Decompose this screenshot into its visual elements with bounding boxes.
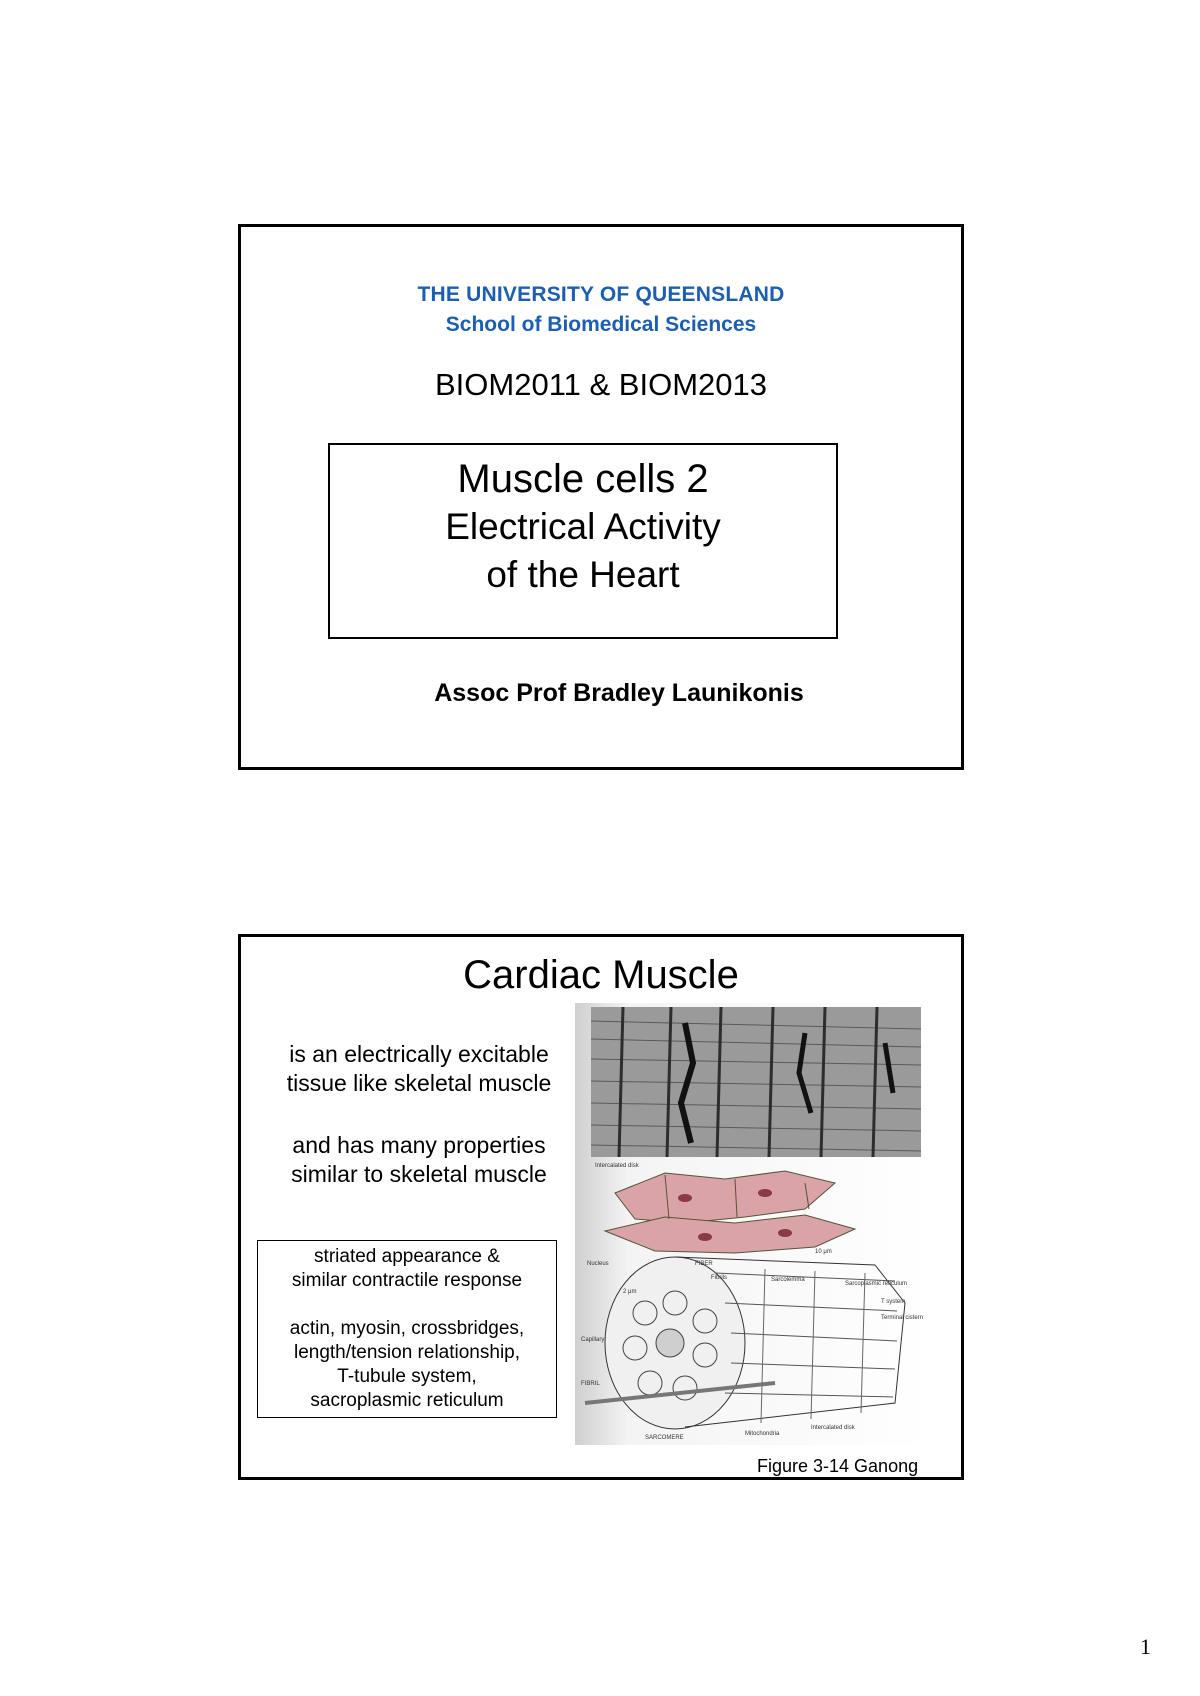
intro-paragraph: [269, 1040, 569, 1098]
property-line: T-tubule system,: [337, 1366, 477, 1387]
university-name: THE UNIVERSITY OF QUEENSLAND: [417, 283, 785, 306]
label-t-system: T system: [881, 1299, 906, 1305]
slide-title: [238, 224, 964, 770]
label-intercalated-disk-2: Intercalated disk: [811, 1425, 855, 1431]
label-sarcoplasmic-reticulum: Sarcoplasmic reticulum: [845, 1281, 908, 1287]
electron-micrograph: [591, 1007, 921, 1157]
property-line: sacroplasmic reticulum: [310, 1390, 504, 1411]
label-sarcolemma: Sarcolemma: [771, 1277, 805, 1283]
properties-paragraph: [269, 1131, 569, 1189]
label-scale-10: 10 μm: [815, 1249, 832, 1255]
property-line: similar contractile response: [291, 1270, 523, 1291]
label-scale-2: 2 μm: [623, 1289, 637, 1295]
label-intercalated-disk: Intercalated disk: [595, 1163, 639, 1169]
page-number: 1: [1140, 1634, 1151, 1659]
property-line: striated appearance &: [314, 1246, 500, 1267]
label-capillary: Capillary: [581, 1337, 605, 1343]
properties-line: and has many properties: [292, 1132, 546, 1158]
label-fibrils: Fibrils: [711, 1275, 727, 1281]
lecture-subtitle-line2: of the Heart: [486, 554, 680, 595]
label-fiber: FIBER: [695, 1261, 713, 1267]
figure-caption: Figure 3-14 Ganong: [757, 1456, 919, 1476]
properties-box: [257, 1240, 557, 1418]
label-sarcomere: SARCOMERE: [645, 1435, 684, 1441]
author: Assoc Prof Bradley Launikonis: [434, 679, 804, 707]
label-nucleus: Nucleus: [587, 1261, 609, 1267]
label-mitochondria: Mitochondria: [745, 1431, 780, 1437]
intro-line: tissue like skeletal muscle: [286, 1070, 552, 1096]
label-fibril: FIBRIL: [581, 1381, 600, 1387]
property-line: length/tension relationship,: [293, 1342, 521, 1363]
intro-line: is an electrically excitable: [289, 1041, 549, 1067]
slide-cardiac-muscle: [238, 934, 964, 1480]
lecture-title-box: [328, 443, 838, 639]
lecture-subtitle-line1: Electrical Activity: [445, 506, 721, 547]
cardiac-muscle-figure: [575, 1003, 929, 1445]
property-line: actin, myosin, crossbridges,: [289, 1318, 525, 1339]
course-codes: BIOM2011 & BIOM2013: [435, 367, 767, 402]
label-terminal-cistern: Terminal cistern: [881, 1315, 924, 1321]
school-name: School of Biomedical Sciences: [445, 313, 757, 336]
lecture-title: Muscle cells 2: [457, 457, 709, 501]
properties-line: similar to skeletal muscle: [291, 1161, 547, 1187]
slide-title: Cardiac Muscle: [463, 953, 739, 997]
